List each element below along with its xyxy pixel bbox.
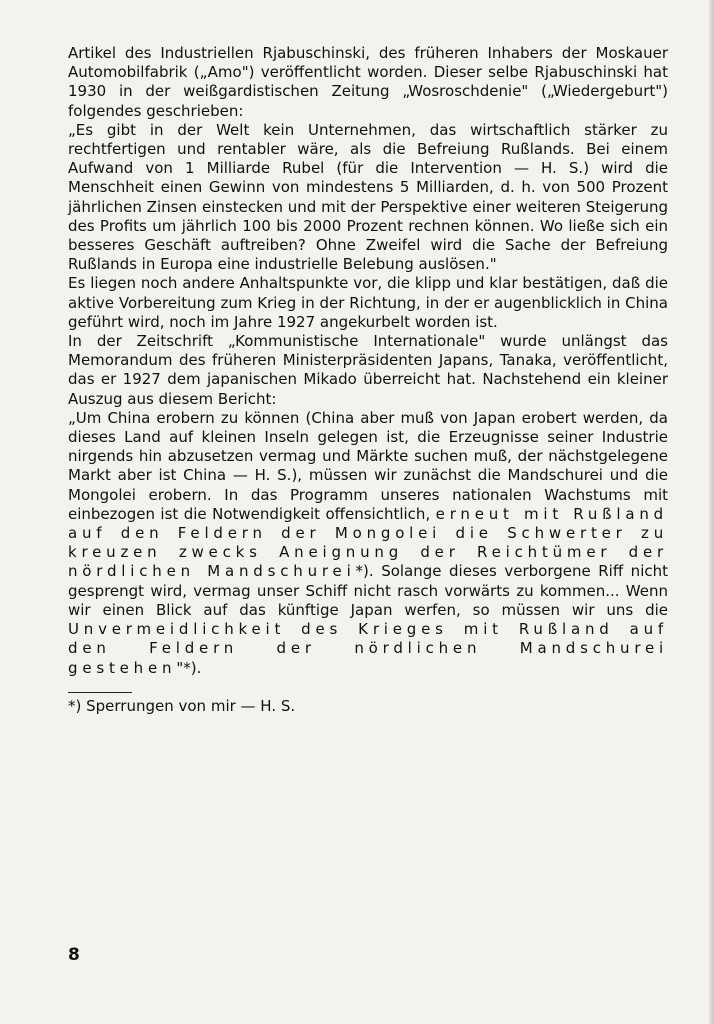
page-edge bbox=[709, 0, 714, 1024]
spaced-emphasis-1: erneut mit Rußland auf den Feldern der Mongolei die Schwerter zu kreuzen zwecks Aneignung der Reichtümer der nördlichen Mandschurei bbox=[68, 504, 668, 581]
page-number: 8 bbox=[68, 945, 80, 965]
paragraph-evidence: Es liegen noch andere Anhaltspunkte vor, die klipp und klar bestätigen, daß die aktive Vorbereitung zum Krieg in der Richtung, in der er augenblicklich in China geführt wird, noch im Jahre 1927 angekurbelt worden ist. bbox=[68, 274, 668, 331]
page-body bbox=[68, 44, 668, 716]
quote-text-1: „Um China erobern zu können (China aber muß von Japan erobert werden, da dieses Land auf kleinen Inseln gelegen ist, die Erzeugnisse seiner Industrie nirgends hin abzusetzen vermag und Märkte suchen muß, der nächstgelegene Markt aber ist China — H. S.), müssen wir zunächst die Mandschurei und die Mongolei erobern. In das Programm unseres nationalen Wachstums mit einbezogen ist die Notwendigkeit offensichtlich, bbox=[68, 408, 668, 523]
footnote-rule bbox=[68, 692, 132, 693]
paragraph-memorandum: In der Zeitschrift „Kommunistische Internationale" wurde unlängst das Memorandum des früheren Ministerpräsidenten Japans, Tanaka, veröffentlicht, das er 1927 dem japanischen Mikado überreicht hat. Nachstehend ein kleiner Auszug aus diesem Bericht: bbox=[68, 332, 668, 408]
footnote: *) Sperrungen von mir — H. S. bbox=[68, 696, 296, 715]
spaced-emphasis-2: Unvermeidlichkeit des Krieges mit Rußland auf den Feldern der nördlichen Mandschurei gestehen bbox=[68, 620, 668, 677]
quote-text-2: *). Solange dieses verborgene Riff nicht gesprengt wird, vermag unser Schiff nicht rasch vorwärts zu kommen... Wenn wir einen Blick auf das künftige Japan werfen, so müssen wir uns die bbox=[68, 562, 668, 619]
quote-rjabuschinski: „Es gibt in der Welt kein Unternehmen, das wirtschaftlich stärker zu rechtfertigen und rentabler wäre, als die Befreiung Rußlands. Bei einem Aufwand von 1 Milliarde Rubel (für die Intervention — H. S.) wird die Menschheit einen Gewinn von mindestens 5 Milliarden, d. h. von 500 Prozent jährlichen Zinsen einstecken und mit der Perspektive einer weiteren Steigerung des Profits um jährlich 100 bis 2000 Prozent rechnen können. Wo ließe sich ein besseres Geschäft auftreiben? Ohne Zweifel wird die Sache der Befreiung Rußlands in Europa eine industrielle Belebung auslösen." bbox=[68, 120, 668, 274]
quote-text-3: "*). bbox=[176, 658, 202, 677]
quote-tanaka bbox=[68, 409, 668, 678]
paragraph-intro: Artikel des Industriellen Rjabuschinski, des früheren Inhabers der Moskauer Automobilfabrik („Amo") veröffentlicht worden. Dieser selbe Rjabuschinski hat 1930 in der weißgardistischen Zeitung „Wosroschdenie" („Wiedergeburt") folgendes geschrieben: bbox=[68, 44, 668, 120]
